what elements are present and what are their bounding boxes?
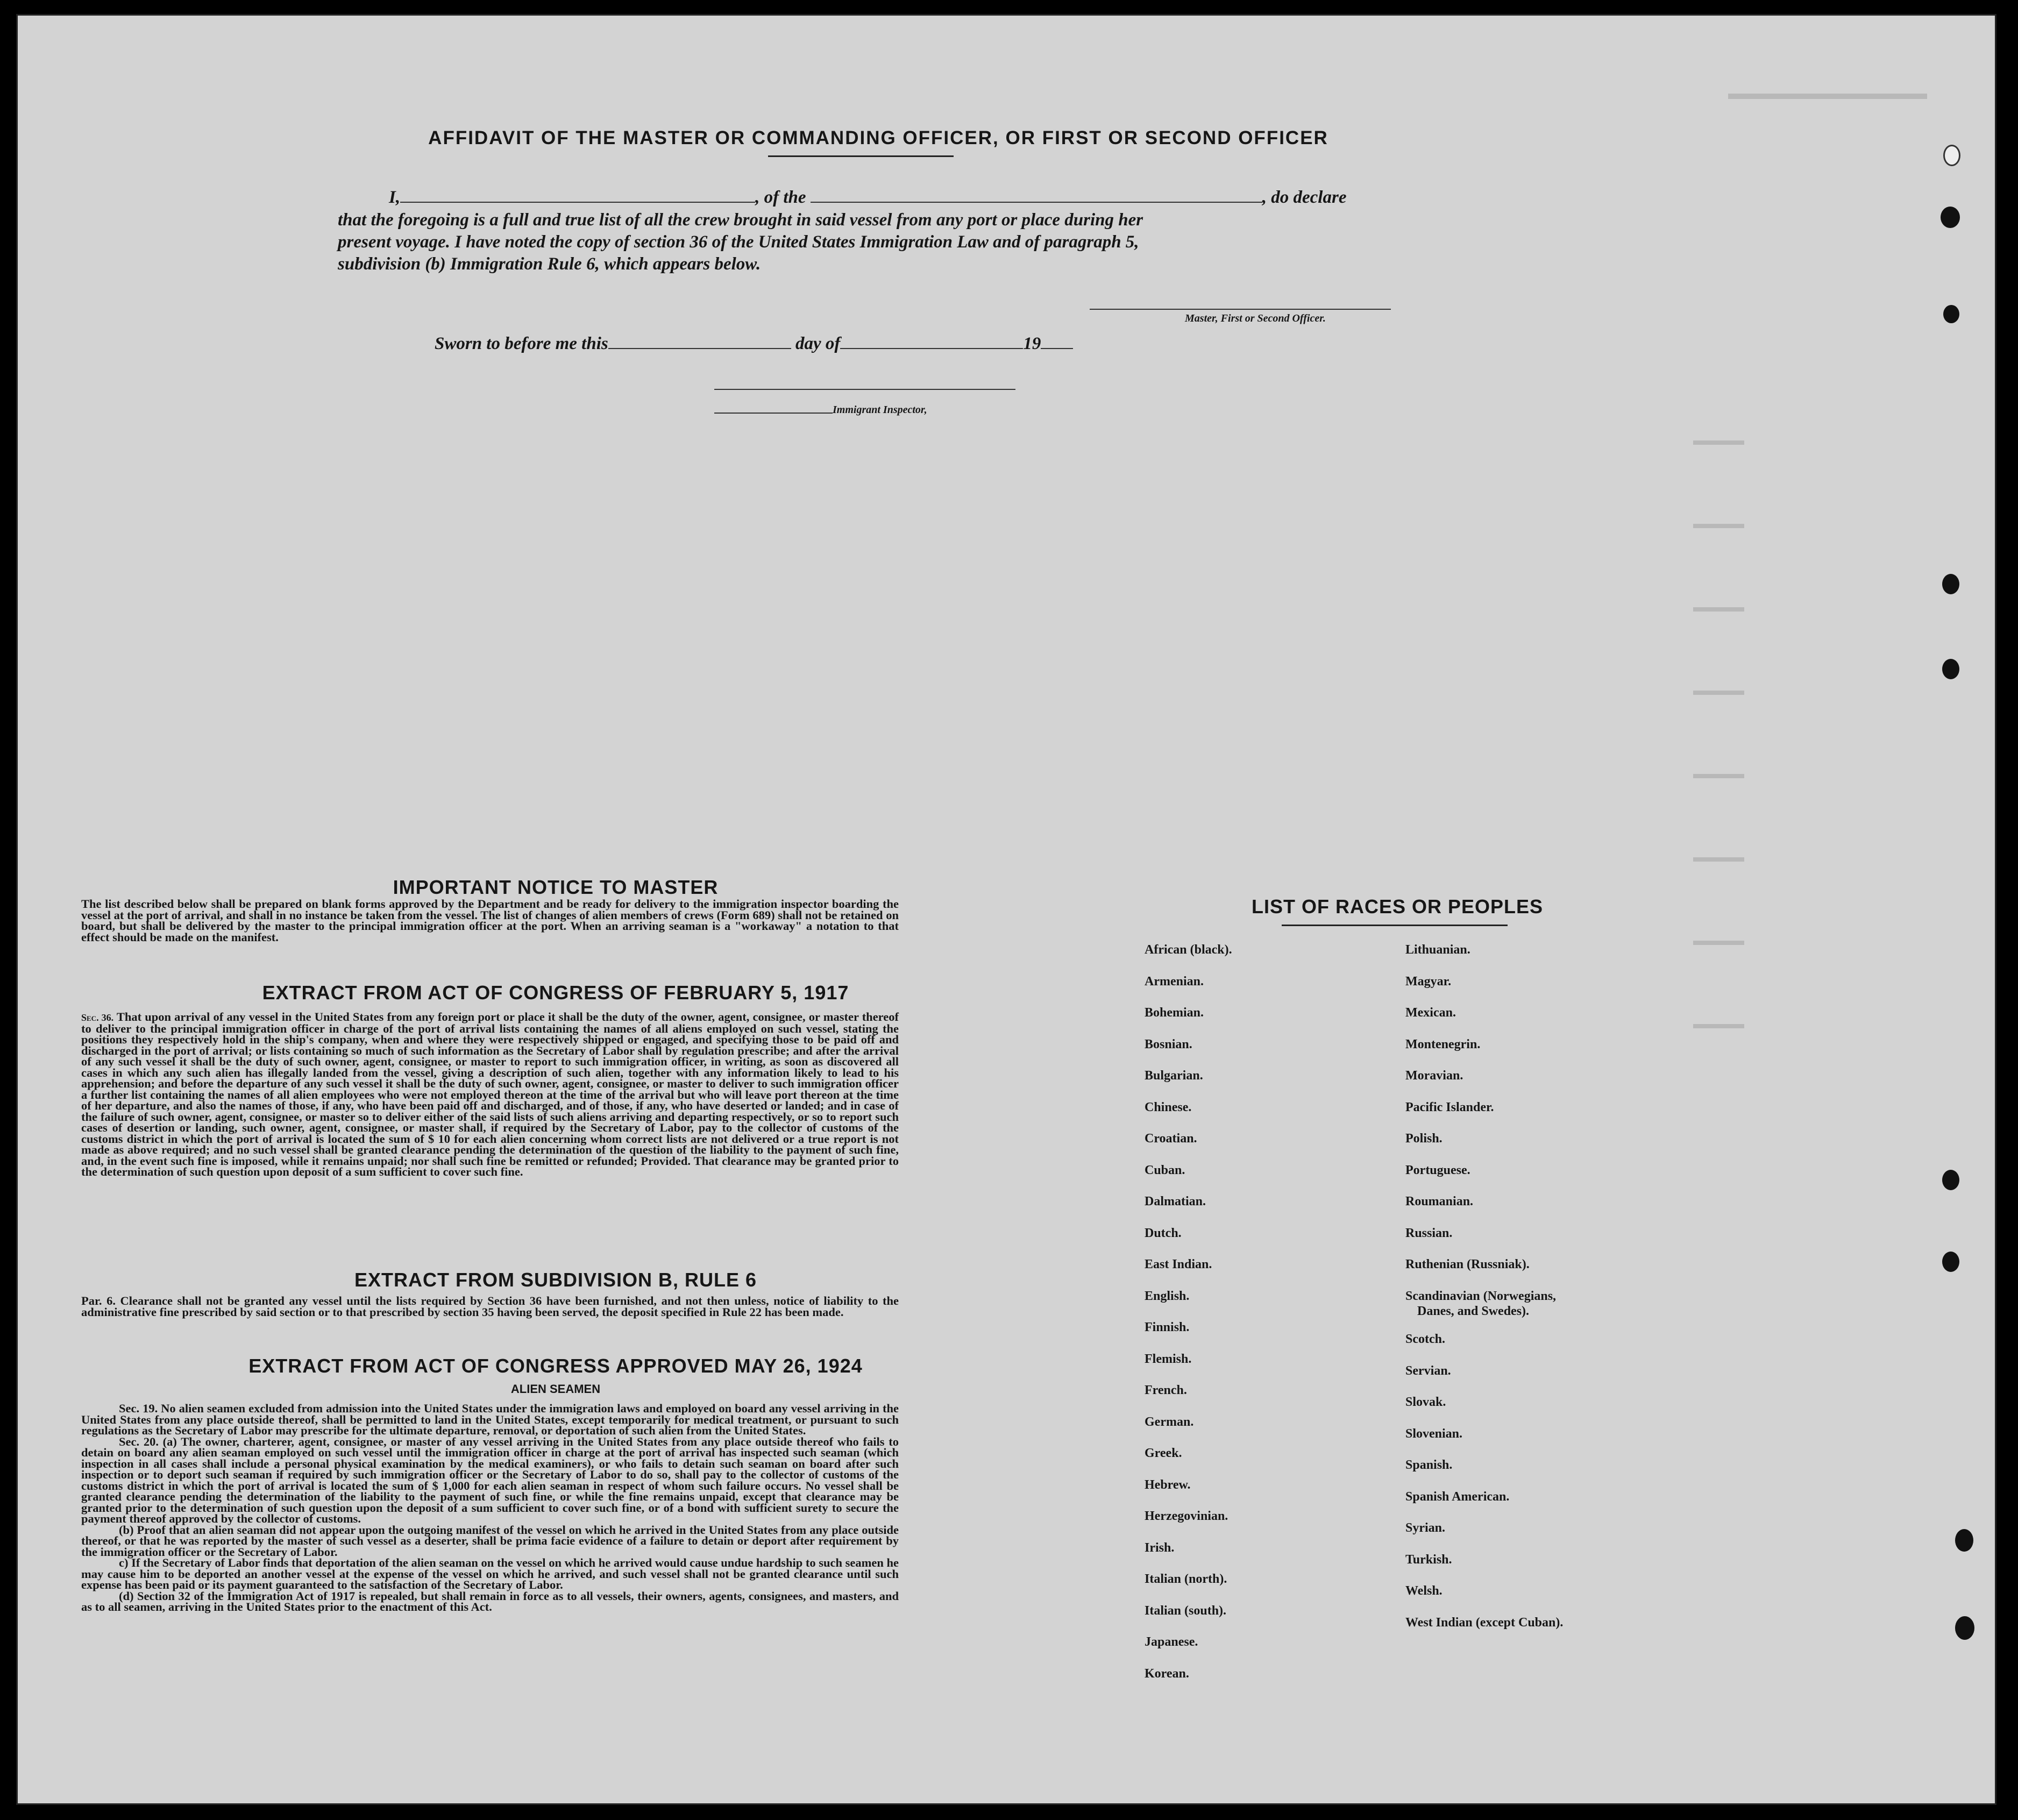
- race-item: Finnish.: [1145, 1320, 1190, 1334]
- punch-hole: [1942, 574, 1959, 594]
- punch-hole: [1943, 145, 1960, 166]
- race-item: French.: [1145, 1383, 1187, 1397]
- sec-19-text: Sec. 19. No alien seamen excluded from admission into the United States under the immigration laws and employed on board any vessel arriving in the United States from any place outside thereof, shall be permitted to land in the United States, except temporarily for medical treatment, or pursuant to such regulations as the Secretary of Labor may prescribe for the ultimate departure, removal, or deportation of such alien from the United States.: [81, 1402, 899, 1437]
- declaration-line-3: present voyage. I have noted the copy of section 36 of the United States Immigration Law and of paragraph 5,: [338, 232, 1139, 252]
- act-1917-body: That upon arrival of any vessel in the United States from any foreign port or place it shall be the duty of the owner, agent, consignee, or master thereof to deliver to the principal immigration officer in charge of the port of arrival lists containing the names of all aliens employed on such vessel, stating the positions they respectively hold in the ship's company, when and where they were respectively shipped or engaged, and specifying those to be paid off and discharged in the port of arrival; or lists containing so much of such information as the Secretary of Labor shall by regulation prescribe; and after the arrival of any such vessel it shall be the duty of such owner, agent, consignee, or master to report to such immigration officer, in writing, as soon as discovered all cases in which any such alien has illegally landed from the vessel, giving a description of such alien, together with any information likely to lead to his apprehension; and before the departure of any such vessel it shall be the duty of such owner, agent, consignee, or master to deliver to such immigration officer a further list containing the names of all alien employees who were not employed thereon at the time of the arrival but who will leave port thereon at the time of her departure, and also the names of those, if any, who have been paid off and discharged, and of those, if any, who have deserted or landed; and in case of the failure of such owner, agent, consignee, or master so to deliver either of the said lists of such aliens arriving and departing respectively, or so to report such cases of desertion or landing, such owner, agent, consignee, or master shall, if required by the Secretary of Labor, pay to the collector of customs of the customs district in which the port of arrival is located the sum of $ 10 for each alien concerning whom correct lists are not delivered or a true report is not made as above required; and no such vessel shall be granted clearance pending the determination of the question of the liability to the payment of such fine, and, in the event such fine is imposed, while it remains unpaid; nor shall such fine be remitted or refunded; Provided. That clearance may be granted prior to the determination of such question upon deposit of a sum sufficient to cover such fine.: [81, 1010, 899, 1178]
- race-item: Flemish.: [1145, 1352, 1192, 1366]
- bleed-through-mark: [1693, 857, 1744, 862]
- sec-20a-text: Sec. 20. (a) The owner, charterer, agent, consignee, or master of any vessel arriving in the United States from any place outside thereof who fails to detain on board any alien seaman employed on such vessel until the immigration officer in charge at the port of arrival has inspected such seaman (which inspection in all cases shall include a personal physical examination by the medical examiners), or who fails to detain such seaman on board after such inspection or to deport such seaman if required by such immigration officer or the Secretary of Labor to do so, shall pay to the collector of customs of the customs district in which the port of arrival is located the sum of $ 1,000 for each alien seaman in respect of whom such failure occurs. No vessel shall be granted clearance pending the determination of the liability to the payment of such fine, or while the fine remains unpaid, except that clearance may be granted prior to the determination of such question upon the deposit of a sum sufficient to cover such fine, or of a bond with sufficient surety to secure the payment thereof approved by the collector of customs.: [81, 1434, 899, 1525]
- race-item: Korean.: [1145, 1666, 1189, 1681]
- document-page: [16, 14, 1996, 1805]
- race-item: English.: [1145, 1289, 1190, 1303]
- race-item: Scandinavian (Norwegians,: [1405, 1289, 1557, 1303]
- race-item: German.: [1145, 1414, 1194, 1429]
- race-item: Greek.: [1145, 1446, 1182, 1460]
- race-item: Armenian.: [1145, 974, 1204, 989]
- punch-hole: [1942, 1252, 1959, 1272]
- race-item: Portuguese.: [1405, 1163, 1470, 1177]
- race-item: Servian.: [1405, 1363, 1451, 1378]
- act-1917-section-label: Sec. 36.: [81, 1012, 114, 1023]
- name-blank[interactable]: [400, 187, 755, 203]
- races-left-column: [1145, 943, 1381, 1698]
- race-item: Japanese.: [1145, 1635, 1198, 1649]
- act-1917-heading: EXTRACT FROM ACT OF CONGRESS OF FEBRUARY 5, 1917: [262, 982, 849, 1004]
- declaration-line-1: [389, 187, 1400, 209]
- race-item: Dalmatian.: [1145, 1195, 1206, 1208]
- race-item: Bosnian.: [1145, 1037, 1192, 1051]
- sworn-line: [435, 333, 1188, 355]
- punch-hole: [1955, 1616, 1974, 1640]
- race-item: West Indian (except Cuban).: [1405, 1615, 1564, 1630]
- race-item: Irish.: [1145, 1540, 1175, 1555]
- race-item: Lithuanian.: [1405, 943, 1470, 957]
- master-signature-line[interactable]: [1090, 309, 1391, 310]
- act-1924-heading: EXTRACT FROM ACT OF CONGRESS APPROVED MAY 26, 1924: [248, 1355, 863, 1377]
- sworn-prefix: Sworn to before me this: [435, 334, 608, 353]
- declaration-line-4: subdivision (b) Immigration Rule 6, which appears below.: [338, 254, 761, 274]
- punch-hole: [1942, 1170, 1959, 1190]
- bleed-through-mark: [1693, 607, 1744, 612]
- declaration-of-the: , of the: [755, 188, 806, 207]
- race-item: Bohemian.: [1145, 1006, 1204, 1020]
- notice-heading: IMPORTANT NOTICE TO MASTER: [393, 876, 719, 898]
- race-item: African (black).: [1145, 943, 1232, 957]
- vessel-blank[interactable]: [811, 187, 1262, 203]
- bleed-through-mark: [1693, 691, 1744, 695]
- title-underline: [768, 155, 954, 157]
- act-1924-subheading: ALIEN SEAMEN: [510, 1382, 601, 1396]
- sworn-month-blank[interactable]: [840, 333, 1023, 349]
- races-heading: LIST OF RACES OR PEOPLES: [1251, 895, 1544, 918]
- race-item: Danes, and Swedes).: [1417, 1304, 1530, 1318]
- master-signature-label: Master, First or Second Officer.: [1185, 312, 1326, 324]
- bleed-through-mark: [1728, 94, 1927, 99]
- rule-6-text: Par. 6. Clearance shall not be granted any vessel until the lists required by Section 36 have been furnished, and not then unless, notice of liability to the administrative fine prescribed by said section or to that prescribed by section 35 having been served, the deposit specified in Rule 22 has been made.: [81, 1294, 899, 1319]
- race-item: Roumanian.: [1405, 1195, 1474, 1208]
- race-item: Slovak.: [1405, 1395, 1446, 1409]
- sec-20c-text: c) If the Secretary of Labor finds that deportation of the alien seaman on the vessel on which he arrived would cause undue hardship to such seamen he may cause him to be deported an another vessel at the expense of the vessel on which he arrived, and such vessel shall not be granted clearance until such expense has been paid or its payment guaranteed to the satisfaction of the Secretary of Labor.: [81, 1556, 899, 1591]
- race-item: Cuban.: [1145, 1163, 1185, 1177]
- punch-hole: [1943, 305, 1959, 323]
- punch-hole: [1941, 207, 1960, 228]
- affidavit-title: AFFIDAVIT OF THE MASTER OR COMMANDING OFFICER, OR FIRST OR SECOND OFFICER: [428, 127, 1328, 148]
- race-item: Welsh.: [1405, 1584, 1443, 1598]
- race-item: Dutch.: [1145, 1226, 1182, 1240]
- race-item: Polish.: [1405, 1132, 1443, 1146]
- declaration-i: I,: [389, 188, 401, 207]
- race-item: Italian (north).: [1145, 1572, 1227, 1586]
- race-item: Chinese.: [1145, 1100, 1192, 1114]
- declaration-line-2: that the foregoing is a full and true list of all the crew brought in said vessel from any port or place during her: [338, 210, 1143, 230]
- race-item: Scotch.: [1405, 1332, 1445, 1346]
- race-item: East Indian.: [1145, 1257, 1212, 1271]
- race-item: Italian (south).: [1145, 1603, 1227, 1618]
- race-item: Syrian.: [1405, 1521, 1446, 1535]
- race-item: Ruthenian (Russniak).: [1405, 1257, 1530, 1271]
- inspector-title-line: [714, 413, 833, 414]
- race-item: Herzegovinian.: [1145, 1509, 1228, 1523]
- race-item: Croatian.: [1145, 1132, 1197, 1146]
- sworn-day-blank[interactable]: [608, 333, 791, 349]
- race-item: Moravian.: [1405, 1069, 1463, 1083]
- race-item: Magyar.: [1405, 974, 1452, 989]
- bleed-through-mark: [1693, 440, 1744, 445]
- race-item: Bulgarian.: [1145, 1069, 1203, 1083]
- sec-20d-text: (d) Section 32 of the Immigration Act of 1917 is repealed, but shall remain in force as to all vessels, their owners, agents, consignees, and masters, and as to all seamen, arriving in the United States prior to the enactment of this Act.: [81, 1589, 899, 1613]
- races-right-column: [1405, 943, 1653, 1647]
- notice-text: The list described below shall be prepared on blank forms approved by the Department and be ready for delivery to the immigration inspector boarding the vessel at the port of arrival, and shall in no instance be taken from the vessel. The list of changes of alien members of crews (Form 689) shall not be retained on board, but shall be delivered by the master to the principal immigration officer at the port. When an arriving seaman is a "workaway" a notation to that effect should be made on the manifest.: [81, 897, 899, 944]
- race-item: Russian.: [1405, 1226, 1453, 1240]
- sworn-day-of: day of: [795, 334, 841, 353]
- sec-20b-text: (b) Proof that an alien seaman did not appear upon the outgoing manifest of the vessel on which he arrived in the United States from any place outside thereof, or that he was reported by the master of such vessel as a deserter, shall be prima facie evidence of a failure to detain or deport after requirement by the immigration officer or the Secretary of Labor.: [81, 1523, 899, 1559]
- bleed-through-mark: [1693, 524, 1744, 528]
- punch-hole: [1955, 1529, 1973, 1552]
- race-item: Montenegrin.: [1405, 1037, 1481, 1051]
- race-item: Pacific Islander.: [1405, 1100, 1494, 1114]
- bleed-through-mark: [1693, 774, 1744, 778]
- declaration-do-declare: , do declare: [1262, 188, 1347, 207]
- race-item: Mexican.: [1405, 1006, 1456, 1020]
- inspector-label: Immigrant Inspector,: [833, 404, 927, 416]
- act-1917-text: [81, 1012, 899, 1178]
- race-item: Spanish.: [1405, 1458, 1453, 1472]
- act-1924-text: [81, 1403, 899, 1613]
- race-item: Slovenian.: [1405, 1426, 1463, 1441]
- sworn-year-blank[interactable]: [1041, 333, 1073, 349]
- bleed-through-mark: [1693, 1024, 1744, 1028]
- inspector-signature-line[interactable]: [714, 389, 1015, 390]
- rule-6-heading: EXTRACT FROM SUBDIVISION B, RULE 6: [354, 1269, 757, 1291]
- race-item: Spanish American.: [1405, 1489, 1510, 1504]
- punch-hole: [1942, 659, 1959, 679]
- race-item: Hebrew.: [1145, 1477, 1191, 1492]
- sworn-year-prefix: 19: [1023, 334, 1041, 353]
- bleed-through-mark: [1693, 941, 1744, 945]
- race-item: Turkish.: [1405, 1552, 1452, 1567]
- races-heading-underline: [1282, 925, 1508, 926]
